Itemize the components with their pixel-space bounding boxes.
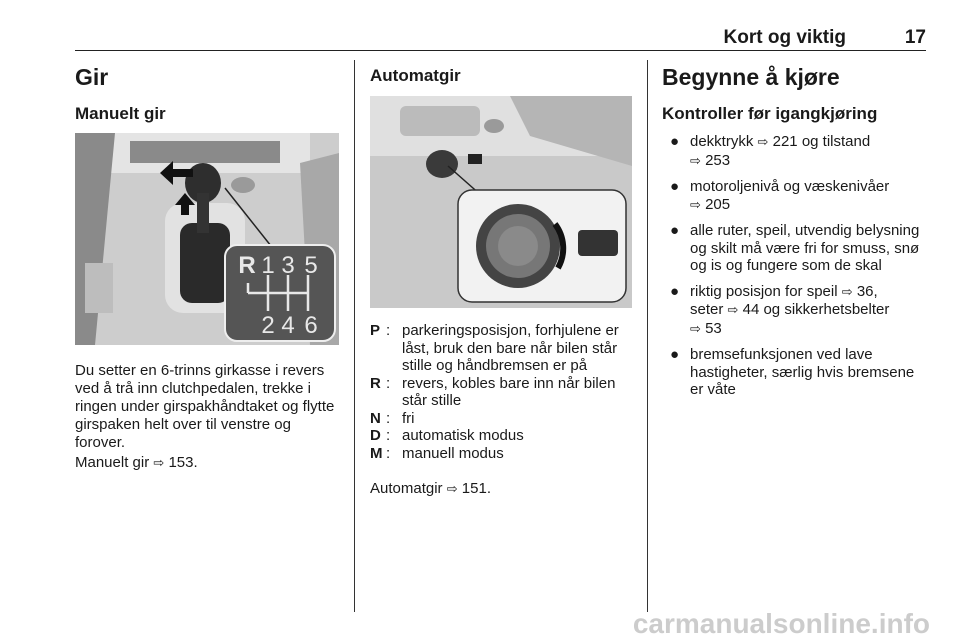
manual-gear-paragraph: Du setter en 6-trinns girkasse i revers ved å trå inn clutchpedalen, trekke i ringen under girspakhåndtaket og flytte girspaken helt over til venstre og forover.: [75, 362, 335, 451]
definition-m: M : manuell modus: [370, 445, 636, 463]
list-item: ● motoroljenivå og væskenivåer ⇨ 205: [670, 178, 890, 213]
page-header: [75, 26, 926, 51]
gear-2-label: 2: [261, 312, 275, 339]
bullet-icon: ●: [670, 133, 680, 150]
ref-arrow-icon: ⇨: [446, 482, 458, 497]
ref-page: 151.: [461, 480, 491, 497]
bullet-icon: ●: [670, 178, 680, 195]
gear-3-label: 3: [281, 252, 295, 279]
definition-key: M: [370, 444, 383, 462]
ref-arrow-icon: ⇨: [690, 321, 701, 337]
ref-page: 153.: [168, 454, 198, 471]
gear-4-label: 4: [281, 312, 295, 339]
gear-5-label: 5: [304, 252, 318, 279]
ref-label: Automatgir: [370, 480, 443, 497]
definition-text: automatisk modus: [402, 427, 524, 444]
bullet-icon: ●: [670, 346, 680, 363]
bullet-icon: ●: [670, 282, 680, 300]
definition-p: P : parkeringsposisjon, forhjulene er låst, bruk den bare når bilen står stille og håndbremsen er på: [370, 322, 636, 375]
checklist: [668, 133, 930, 407]
definition-r: R : revers, kobles bare inn når bilen står stille: [370, 375, 636, 410]
ref-label: Manuelt gir: [75, 454, 150, 471]
automatic-gear-illustration: [370, 96, 632, 308]
definition-key: R: [370, 374, 381, 392]
ref-arrow-icon: ⇨: [690, 153, 701, 169]
definition-text: revers, kobles bare inn når bilen står stille: [402, 374, 616, 409]
manual-gear-reference: [75, 454, 341, 473]
definition-key: D: [370, 427, 381, 444]
gir-heading: Gir: [75, 64, 109, 90]
list-item: ● bremsefunksjonen ved lave hastigheter, særlig hvis bremsene er våte: [670, 346, 915, 398]
ref-arrow-icon: ⇨: [153, 456, 165, 471]
manual-gear-illustration: [75, 133, 339, 345]
definition-d: D : automatisk modus: [370, 427, 636, 445]
ref-arrow-icon: ⇨: [690, 197, 701, 213]
ref-arrow-icon: ⇨: [757, 135, 769, 150]
definition-text: fri: [402, 409, 415, 427]
gear-6-label: 6: [304, 312, 318, 339]
section-title: Kort og viktig: [723, 27, 846, 48]
list-item: ● dekktrykk ⇨ 221 og tilstand ⇨ 253: [670, 133, 871, 169]
kontroller-heading: Kontroller før igangkjøring: [662, 104, 878, 123]
watermark: carmanualsonline.info: [632, 608, 930, 639]
column-divider-1: [354, 60, 355, 612]
automatgir-heading: Automatgir: [370, 66, 461, 85]
gear-r-label: R: [238, 252, 256, 279]
bullet-icon: ●: [670, 222, 680, 239]
definition-text: manuell modus: [402, 444, 504, 462]
page-number: 17: [904, 27, 926, 48]
automatic-gear-figure: [370, 96, 632, 308]
automatic-gear-reference: [370, 480, 636, 499]
manual-gear-figure: [75, 133, 339, 345]
list-item: ● alle ruter, speil, utvendig belysning og skilt må være fri for smuss, snø og is og fungere som de skal: [670, 222, 920, 274]
ref-arrow-icon: ⇨: [841, 284, 853, 300]
ref-arrow-icon: ⇨: [727, 303, 739, 318]
definition-key: N: [370, 409, 381, 427]
definition-key: P: [370, 322, 381, 339]
list-item: ● riktig posisjon for speil ⇨ 36, seter ⇨ 44 og sikkerhetsbelter ⇨ 53: [670, 282, 890, 337]
definition-text: parkeringsposisjon, forhjulene er låst, bruk den bare når bilen står stille og håndbremsen er på: [402, 322, 619, 374]
column-divider-2: [647, 60, 648, 612]
definition-n: N : fri: [370, 410, 636, 428]
gear-position-definitions: [370, 322, 636, 462]
gear-1-label: 1: [261, 252, 275, 279]
manuelt-gir-heading: Manuelt gir: [75, 104, 166, 123]
begynne-heading: Begynne å kjøre: [662, 64, 840, 90]
